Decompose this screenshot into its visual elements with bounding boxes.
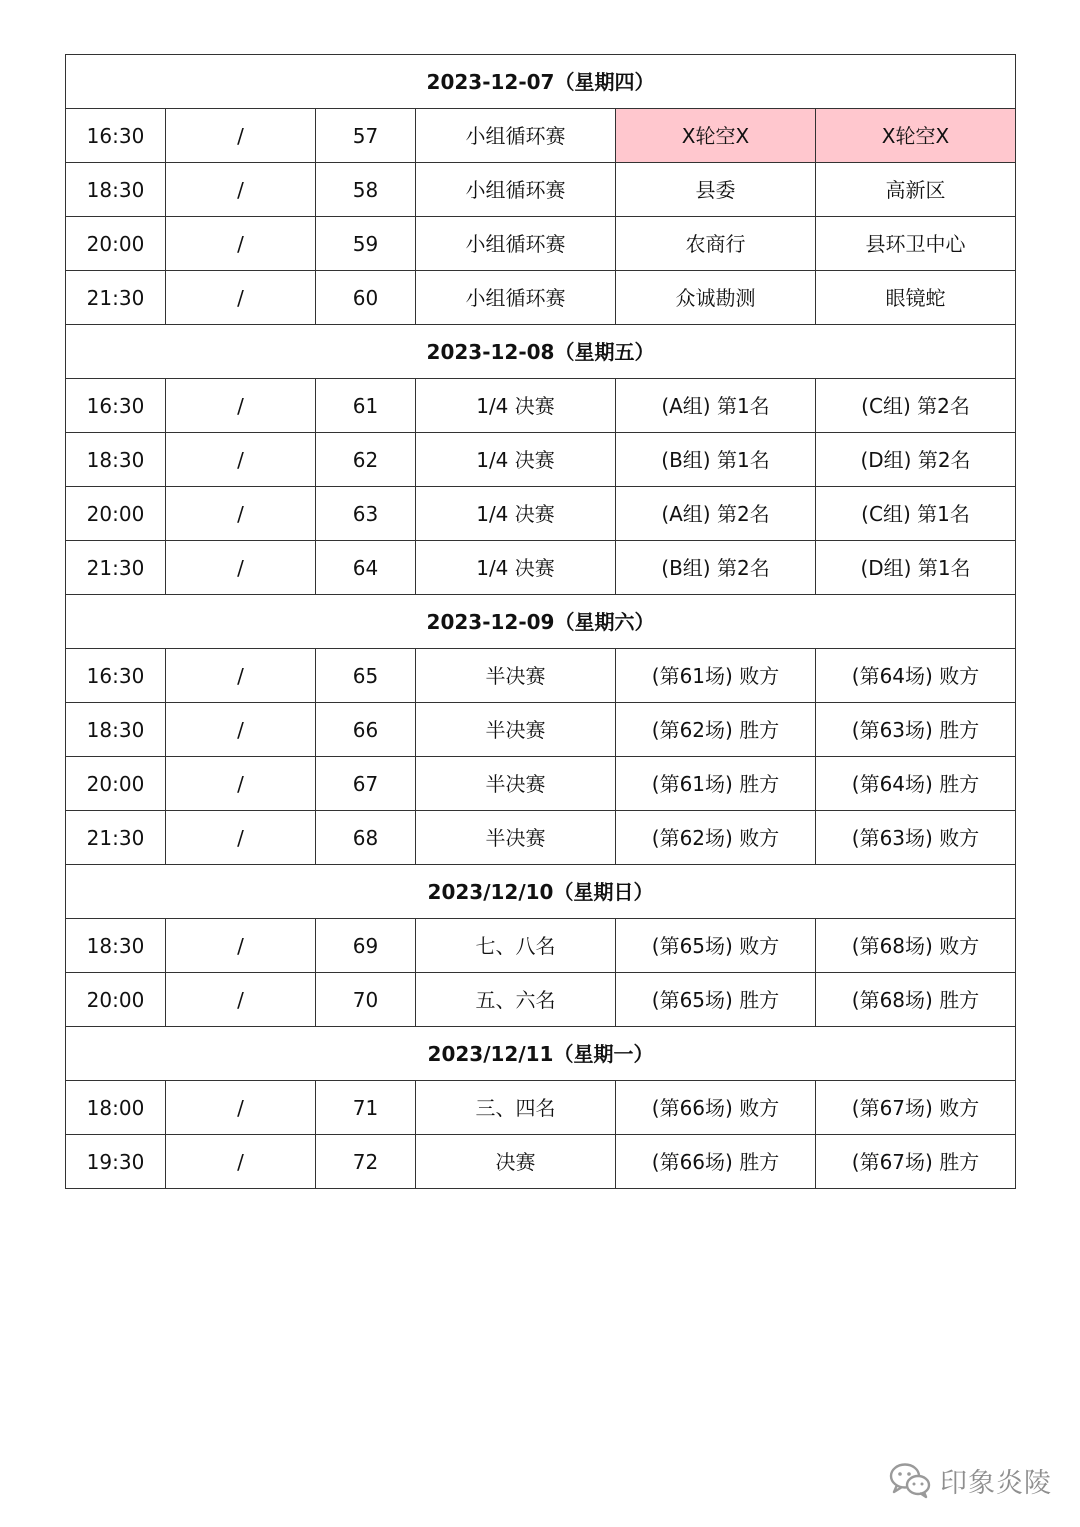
table-row — [66, 433, 1016, 487]
time-cell: 16:30 — [66, 649, 166, 703]
venue-cell: / — [166, 109, 316, 163]
venue-cell: / — [166, 703, 316, 757]
match-number-cell: 70 — [316, 973, 416, 1027]
time-cell: 21:30 — [66, 271, 166, 325]
time-cell: 19:30 — [66, 1135, 166, 1189]
venue-cell: / — [166, 217, 316, 271]
match-number-cell: 71 — [316, 1081, 416, 1135]
stage-cell: 小组循环赛 — [416, 271, 616, 325]
table-row — [66, 649, 1016, 703]
table-row — [66, 487, 1016, 541]
team-b-cell: (第67场) 胜方 — [816, 1135, 1016, 1189]
time-cell: 18:30 — [66, 433, 166, 487]
team-a-cell: (第61场) 胜方 — [616, 757, 816, 811]
team-b-cell: (C组) 第1名 — [816, 487, 1016, 541]
table-row — [66, 1135, 1016, 1189]
match-number-cell: 67 — [316, 757, 416, 811]
table-row — [66, 1081, 1016, 1135]
match-number-cell: 58 — [316, 163, 416, 217]
venue-cell: / — [166, 811, 316, 865]
venue-cell: / — [166, 271, 316, 325]
time-cell: 20:00 — [66, 487, 166, 541]
table-row — [66, 217, 1016, 271]
team-a-cell: (第65场) 胜方 — [616, 973, 816, 1027]
stage-cell: 小组循环赛 — [416, 217, 616, 271]
table-row — [66, 379, 1016, 433]
match-number-cell: 64 — [316, 541, 416, 595]
team-a-cell: (A组) 第2名 — [616, 487, 816, 541]
time-cell: 18:00 — [66, 1081, 166, 1135]
stage-cell: 1/4 决赛 — [416, 433, 616, 487]
date-header: 2023/12/10（星期日） — [66, 865, 1016, 919]
team-b-cell: (第64场) 败方 — [816, 649, 1016, 703]
stage-cell: 半决赛 — [416, 703, 616, 757]
venue-cell: / — [166, 163, 316, 217]
match-number-cell: 59 — [316, 217, 416, 271]
team-a-cell: 农商行 — [616, 217, 816, 271]
match-number-cell: 72 — [316, 1135, 416, 1189]
match-number-cell: 65 — [316, 649, 416, 703]
team-b-cell: (第68场) 败方 — [816, 919, 1016, 973]
date-header-row — [66, 1027, 1016, 1081]
venue-cell: / — [166, 1135, 316, 1189]
team-b-cell: (第63场) 胜方 — [816, 703, 1016, 757]
table-row — [66, 811, 1016, 865]
stage-cell: 半决赛 — [416, 757, 616, 811]
stage-cell: 小组循环赛 — [416, 163, 616, 217]
match-schedule-table — [65, 54, 1016, 1189]
time-cell: 20:00 — [66, 973, 166, 1027]
stage-cell: 半决赛 — [416, 649, 616, 703]
team-a-cell: (A组) 第1名 — [616, 379, 816, 433]
match-number-cell: 57 — [316, 109, 416, 163]
team-b-cell: (C组) 第2名 — [816, 379, 1016, 433]
team-b-cell: 高新区 — [816, 163, 1016, 217]
date-header: 2023-12-08（星期五） — [66, 325, 1016, 379]
venue-cell: / — [166, 649, 316, 703]
venue-cell: / — [166, 541, 316, 595]
table-row — [66, 973, 1016, 1027]
stage-cell: 七、八名 — [416, 919, 616, 973]
venue-cell: / — [166, 487, 316, 541]
team-a-cell: (第65场) 败方 — [616, 919, 816, 973]
table-row — [66, 163, 1016, 217]
match-number-cell: 66 — [316, 703, 416, 757]
venue-cell: / — [166, 919, 316, 973]
team-a-cell: X轮空X — [616, 109, 816, 163]
team-a-cell: 县委 — [616, 163, 816, 217]
watermark-text: 印象炎陵 — [940, 1467, 1052, 1499]
match-number-cell: 60 — [316, 271, 416, 325]
date-header: 2023/12/11（星期一） — [66, 1027, 1016, 1081]
match-number-cell: 61 — [316, 379, 416, 433]
team-b-cell: 眼镜蛇 — [816, 271, 1016, 325]
date-header-row — [66, 325, 1016, 379]
stage-cell: 1/4 决赛 — [416, 379, 616, 433]
venue-cell: / — [166, 379, 316, 433]
venue-cell: / — [166, 757, 316, 811]
time-cell: 18:30 — [66, 919, 166, 973]
team-b-cell: (第63场) 败方 — [816, 811, 1016, 865]
time-cell: 16:30 — [66, 109, 166, 163]
team-a-cell: 众诚勘测 — [616, 271, 816, 325]
team-a-cell: (第62场) 败方 — [616, 811, 816, 865]
time-cell: 20:00 — [66, 217, 166, 271]
date-header: 2023-12-07（星期四） — [66, 55, 1016, 109]
time-cell: 18:30 — [66, 703, 166, 757]
stage-cell: 1/4 决赛 — [416, 541, 616, 595]
time-cell: 18:30 — [66, 163, 166, 217]
match-number-cell: 63 — [316, 487, 416, 541]
stage-cell: 三、四名 — [416, 1081, 616, 1135]
team-a-cell: (B组) 第1名 — [616, 433, 816, 487]
date-header-row — [66, 55, 1016, 109]
wechat-icon — [888, 1461, 932, 1499]
team-a-cell: (第61场) 败方 — [616, 649, 816, 703]
time-cell: 21:30 — [66, 541, 166, 595]
team-b-cell: 县环卫中心 — [816, 217, 1016, 271]
venue-cell: / — [166, 973, 316, 1027]
stage-cell: 小组循环赛 — [416, 109, 616, 163]
venue-cell: / — [166, 433, 316, 487]
table-row — [66, 757, 1016, 811]
schedule-body — [66, 55, 1016, 1189]
stage-cell: 五、六名 — [416, 973, 616, 1027]
team-a-cell: (第66场) 胜方 — [616, 1135, 816, 1189]
date-header-row — [66, 865, 1016, 919]
time-cell: 16:30 — [66, 379, 166, 433]
team-b-cell: (D组) 第2名 — [816, 433, 1016, 487]
team-a-cell: (第66场) 败方 — [616, 1081, 816, 1135]
team-b-cell: X轮空X — [816, 109, 1016, 163]
team-a-cell: (第62场) 胜方 — [616, 703, 816, 757]
watermark — [888, 1458, 1052, 1502]
date-header-row — [66, 595, 1016, 649]
match-number-cell: 69 — [316, 919, 416, 973]
stage-cell: 半决赛 — [416, 811, 616, 865]
time-cell: 20:00 — [66, 757, 166, 811]
stage-cell: 决赛 — [416, 1135, 616, 1189]
table-row — [66, 541, 1016, 595]
match-number-cell: 62 — [316, 433, 416, 487]
team-b-cell: (第64场) 胜方 — [816, 757, 1016, 811]
table-row — [66, 109, 1016, 163]
team-a-cell: (B组) 第2名 — [616, 541, 816, 595]
date-header: 2023-12-09（星期六） — [66, 595, 1016, 649]
table-row — [66, 271, 1016, 325]
team-b-cell: (第68场) 胜方 — [816, 973, 1016, 1027]
venue-cell: / — [166, 1081, 316, 1135]
table-row — [66, 703, 1016, 757]
time-cell: 21:30 — [66, 811, 166, 865]
stage-cell: 1/4 决赛 — [416, 487, 616, 541]
team-b-cell: (第67场) 败方 — [816, 1081, 1016, 1135]
table-row — [66, 919, 1016, 973]
match-number-cell: 68 — [316, 811, 416, 865]
team-b-cell: (D组) 第1名 — [816, 541, 1016, 595]
